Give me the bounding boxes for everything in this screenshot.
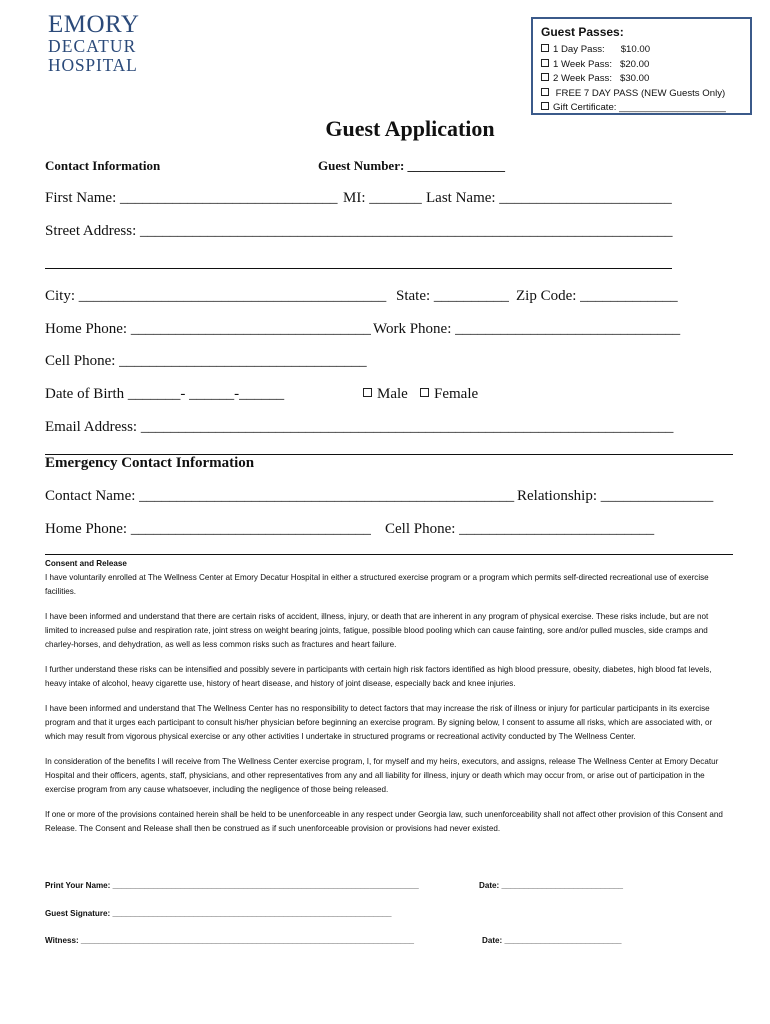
- guest-passes-box: [531, 17, 752, 115]
- contact-info-heading: Contact Information: [45, 158, 161, 173]
- emergency-home-phone-field[interactable]: Home Phone: ________________________________: [45, 521, 371, 537]
- checkbox-icon[interactable]: [541, 44, 549, 52]
- email-field[interactable]: Email Address: _______________________________________________________________________: [45, 419, 674, 435]
- checkbox-icon[interactable]: [541, 102, 549, 110]
- dob-field[interactable]: Date of Birth _______- ______-______: [45, 386, 285, 402]
- relationship-field[interactable]: Relationship: _______________: [517, 488, 714, 504]
- checkbox-icon[interactable]: [420, 388, 429, 397]
- mi-field[interactable]: MI: _______: [343, 190, 422, 206]
- date-field-1[interactable]: Date: ___________________________: [479, 881, 624, 890]
- state-field[interactable]: State: __________: [396, 288, 509, 304]
- consent-paragraph-5: In consideration of the benefits I will receive from The Wellness Center exercise program, I, for myself and my heirs, executors, and assigns, release The Wellness Center at Emory Decatur Hospital and their officers, agents, staff, physicians, and other representatives from any and all liability for illness, injury or death which may occur from, or arise out of participation in the exercise program from any cause whatsoever, including the negligence of those being released.: [45, 757, 719, 794]
- logo-line-2: DECATUR: [48, 36, 137, 56]
- emergency-cell-phone-field[interactable]: Cell Phone: __________________________: [385, 521, 655, 537]
- cell-phone-field[interactable]: Cell Phone: _________________________________: [45, 353, 367, 369]
- consent-heading: Consent and Release: [45, 559, 127, 568]
- city-field[interactable]: City: _________________________________________: [45, 288, 387, 304]
- consent-paragraph-3: I further understand these risks can be intensified and possibly severe in participants with certain high risk factors identified as high blood pressure, obesity, diabetes, high blood fat levels, heavy intake of alcohol, heavy cigarette use, history of heart disease, and history of joint disease, especially back and knee injuries.: [45, 665, 712, 688]
- emergency-contact-heading: Emergency Contact Information: [45, 455, 255, 471]
- hospital-logo: [48, 12, 139, 74]
- contact-info-row: [45, 158, 160, 174]
- pass-option-1week[interactable]: 1 Week Pass: $20.00: [541, 58, 742, 73]
- page-title: Guest Application: [325, 116, 495, 141]
- guest-signature-field[interactable]: Guest Signature: ______________________________________________________________: [45, 909, 392, 918]
- male-option[interactable]: Male: [363, 386, 408, 403]
- home-phone-field[interactable]: Home Phone: ________________________________: [45, 321, 371, 337]
- first-name-field[interactable]: First Name: _____________________________: [45, 190, 338, 206]
- zip-field[interactable]: Zip Code: _____________: [516, 288, 678, 304]
- name-row: [45, 190, 338, 207]
- street-address-line-2[interactable]: [45, 268, 672, 269]
- street-address-field[interactable]: Street Address: _______________________________________________________________________: [45, 223, 673, 239]
- logo-line-3: HOSPITAL: [48, 54, 138, 75]
- pass-option-gift-certificate[interactable]: Gift Certificate: ____________________: [541, 101, 742, 116]
- female-option[interactable]: Female: [420, 386, 478, 403]
- divider: [45, 554, 733, 555]
- logo-line-1: EMORY: [48, 11, 140, 38]
- consent-paragraph-1: I have voluntarily enrolled at The Wellness Center at Emory Decatur Hospital in either a structured exercise program or a program which permits self-directed recreational use of exercise facilities.: [45, 573, 709, 596]
- checkbox-icon[interactable]: [541, 88, 549, 96]
- guest-number-field[interactable]: Guest Number: _______________: [318, 158, 506, 173]
- date-field-2[interactable]: Date: __________________________: [482, 936, 622, 945]
- pass-option-free7day[interactable]: FREE 7 DAY PASS (NEW Guests Only): [541, 87, 742, 102]
- checkbox-icon[interactable]: [541, 59, 549, 67]
- guest-passes-title: Guest Passes:: [541, 25, 624, 39]
- contact-name-field[interactable]: Contact Name: __________________________________________________: [45, 488, 515, 504]
- pass-option-1day[interactable]: 1 Day Pass: $10.00: [541, 43, 742, 58]
- consent-paragraph-4: I have been informed and understand that The Wellness Center has no responsibility to detect factors that may increase the risk of illness or injury for particular participants in its exercise program and that it urges each participant to consult his/her physician before beginning an exercise program. By signing below, I consent to assume all risks, which are associated with, or which may result from vigorous physical exercise or any other activities I undertake in structured programs or recreational activity conducted by The Wellness Center.: [45, 704, 713, 741]
- consent-paragraph-2: I have been informed and understand that there are certain risks of accident, illness, injury, or death that are inherent in any program of physical exercise. These risks include, but are not limited to increased pulse and respiration rate, joint stress on weight bearing joints, fatigue, possible blood pooling which can cause fainting, sore and/or pulled muscles, side cramps and charley-horses, and dehydration, as well as less common risks such as fractures and heart failure.: [45, 612, 709, 649]
- work-phone-field[interactable]: Work Phone: ______________________________: [373, 321, 681, 337]
- consent-section: [45, 557, 730, 847]
- last-name-field[interactable]: Last Name: _______________________: [426, 190, 672, 206]
- consent-paragraph-6: If one or more of the provisions contained herein shall be held to be unenforceable in any respect under Georgia law, such unenforceability shall not affect other provision of this Consent and Release. The Consent and Release shall then be construed as if such unenforceable provision or provisions had never existed.: [45, 810, 723, 833]
- checkbox-icon[interactable]: [363, 388, 372, 397]
- checkbox-icon[interactable]: [541, 73, 549, 81]
- pass-option-2week[interactable]: 2 Week Pass: $30.00: [541, 72, 742, 87]
- witness-field[interactable]: Witness: __________________________________________________________________________: [45, 936, 415, 945]
- print-name-field[interactable]: Print Your Name: ____________________________________________________________________: [45, 881, 419, 890]
